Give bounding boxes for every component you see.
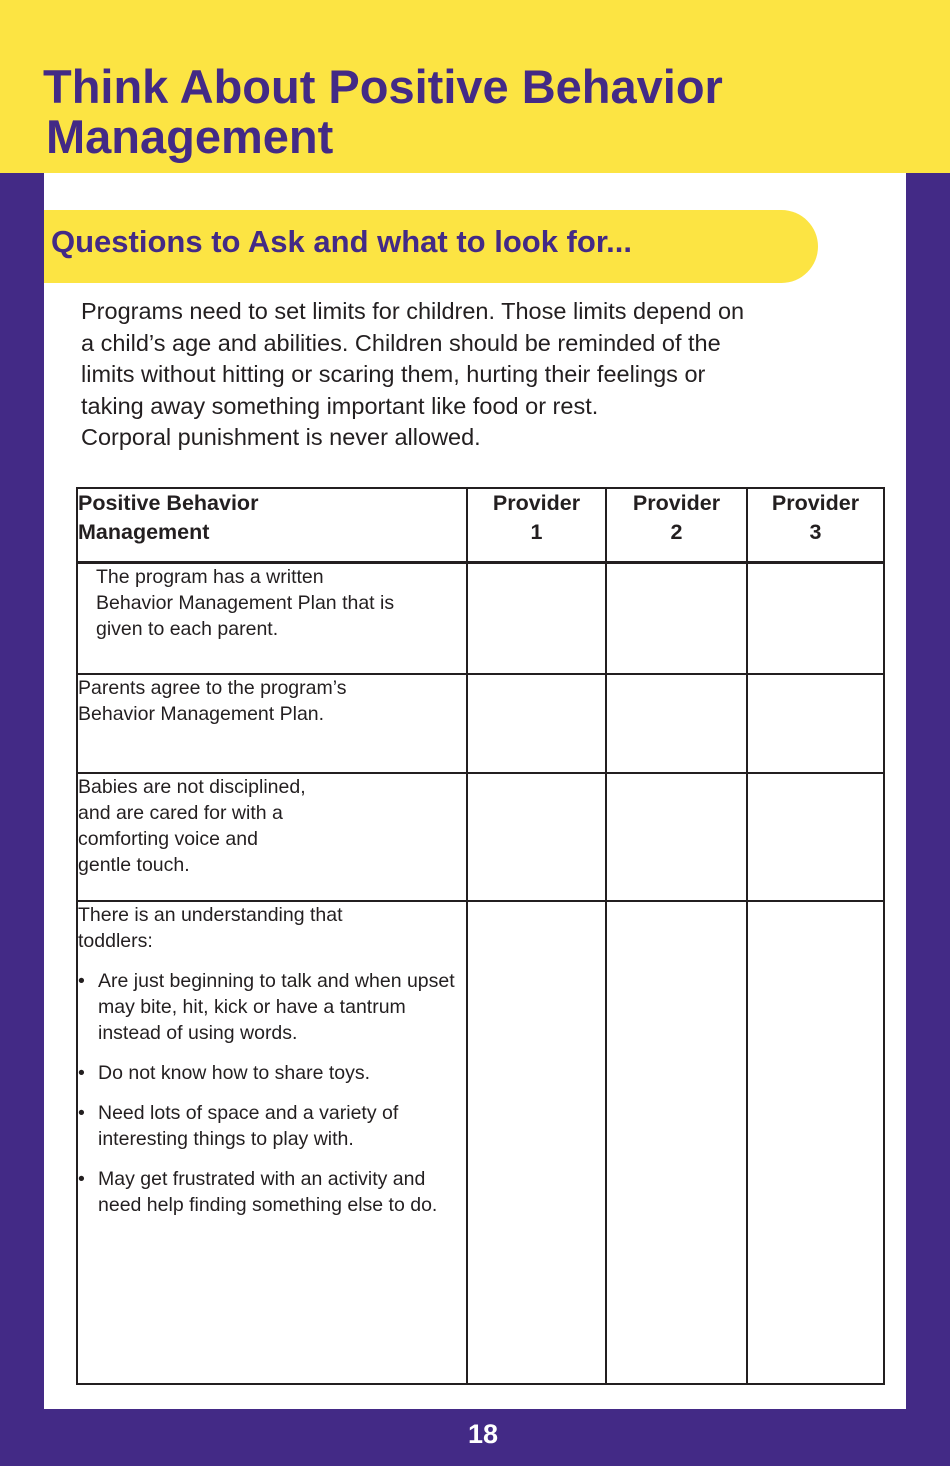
page-number: 18 xyxy=(467,1419,499,1449)
provider-1-check-cell[interactable] xyxy=(467,773,606,901)
provider-2-check-cell[interactable] xyxy=(606,562,747,674)
row-text-line: There is an understanding that xyxy=(78,904,343,926)
page-title-line-2: Management xyxy=(46,110,334,163)
row-text-line: Parents agree to the program’s xyxy=(78,677,347,699)
column-header-item xyxy=(77,488,467,562)
provider-label: Provider xyxy=(632,491,721,515)
row-text-line: Babies are not disciplined, xyxy=(78,776,306,798)
row-item-text xyxy=(77,773,467,901)
intro-line: limits without hitting or scaring them, hurting their feelings or xyxy=(81,361,706,388)
intro-paragraph xyxy=(81,296,841,454)
row-item-text xyxy=(77,901,467,1384)
toddler-bullet-list xyxy=(78,968,466,1218)
row-item-text xyxy=(77,674,467,773)
row-text-line: The program has a written xyxy=(96,565,324,588)
provider-2-check-cell[interactable] xyxy=(606,674,747,773)
row-text-line: toddlers: xyxy=(78,930,153,952)
row-item-text xyxy=(77,562,467,674)
table-row xyxy=(77,562,884,674)
row-text-line: gentle touch. xyxy=(78,854,190,876)
provider-number: 1 xyxy=(530,520,543,544)
provider-1-check-cell[interactable] xyxy=(467,562,606,674)
page-title xyxy=(43,62,723,162)
bullet-item: • Need lots of space and a variety of interesting things to play with. xyxy=(78,1100,466,1152)
provider-label: Provider xyxy=(771,491,860,515)
provider-3-check-cell[interactable] xyxy=(747,562,884,674)
row-text-line: given to each parent. xyxy=(96,617,279,640)
intro-line: a child’s age and abilities. Children should be reminded of the xyxy=(81,329,721,356)
bullet-item: • Do not know how to share toys. xyxy=(78,1060,466,1086)
behavior-checklist-table xyxy=(76,487,885,1385)
intro-line: Programs need to set limits for children. Those limits depend on xyxy=(81,298,745,324)
provider-3-check-cell[interactable] xyxy=(747,674,884,773)
page-title-line-1: Think About Positive Behavior xyxy=(43,60,723,113)
table-row xyxy=(77,901,884,1384)
provider-3-check-cell[interactable] xyxy=(747,773,884,901)
bullet-item: • May get frustrated with an activity and need help finding something else to do. xyxy=(78,1166,466,1218)
intro-line: taking away something important like food or rest. xyxy=(81,392,599,419)
table-row xyxy=(77,773,884,901)
row-text-line: Behavior Management Plan. xyxy=(78,703,325,725)
provider-3-check-cell[interactable] xyxy=(747,901,884,1384)
intro-line: Corporal punishment is never allowed. xyxy=(81,424,481,451)
section-heading: Questions to Ask and what to look for... xyxy=(51,224,633,259)
column-header-provider-3 xyxy=(747,488,884,562)
column-header-provider-2 xyxy=(606,488,747,562)
table-header-row xyxy=(77,488,884,562)
column-header-item-line: Positive Behavior xyxy=(78,491,259,515)
provider-number: 3 xyxy=(809,520,822,544)
provider-label: Provider xyxy=(492,491,581,515)
provider-1-check-cell[interactable] xyxy=(467,674,606,773)
row-text-line: comforting voice and xyxy=(78,828,258,850)
provider-number: 2 xyxy=(670,520,683,544)
row-text-line: Behavior Management Plan that is xyxy=(96,591,395,614)
table-row xyxy=(77,674,884,773)
row-text-line: and are cared for with a xyxy=(78,802,283,824)
provider-2-check-cell[interactable] xyxy=(606,773,747,901)
bullet-item: • Are just beginning to talk and when upset may bite, hit, kick or have a tantrum instead of using words. xyxy=(78,968,466,1046)
column-header-provider-1 xyxy=(467,488,606,562)
column-header-item-line: Management xyxy=(78,520,210,544)
provider-2-check-cell[interactable] xyxy=(606,901,747,1384)
provider-1-check-cell[interactable] xyxy=(467,901,606,1384)
